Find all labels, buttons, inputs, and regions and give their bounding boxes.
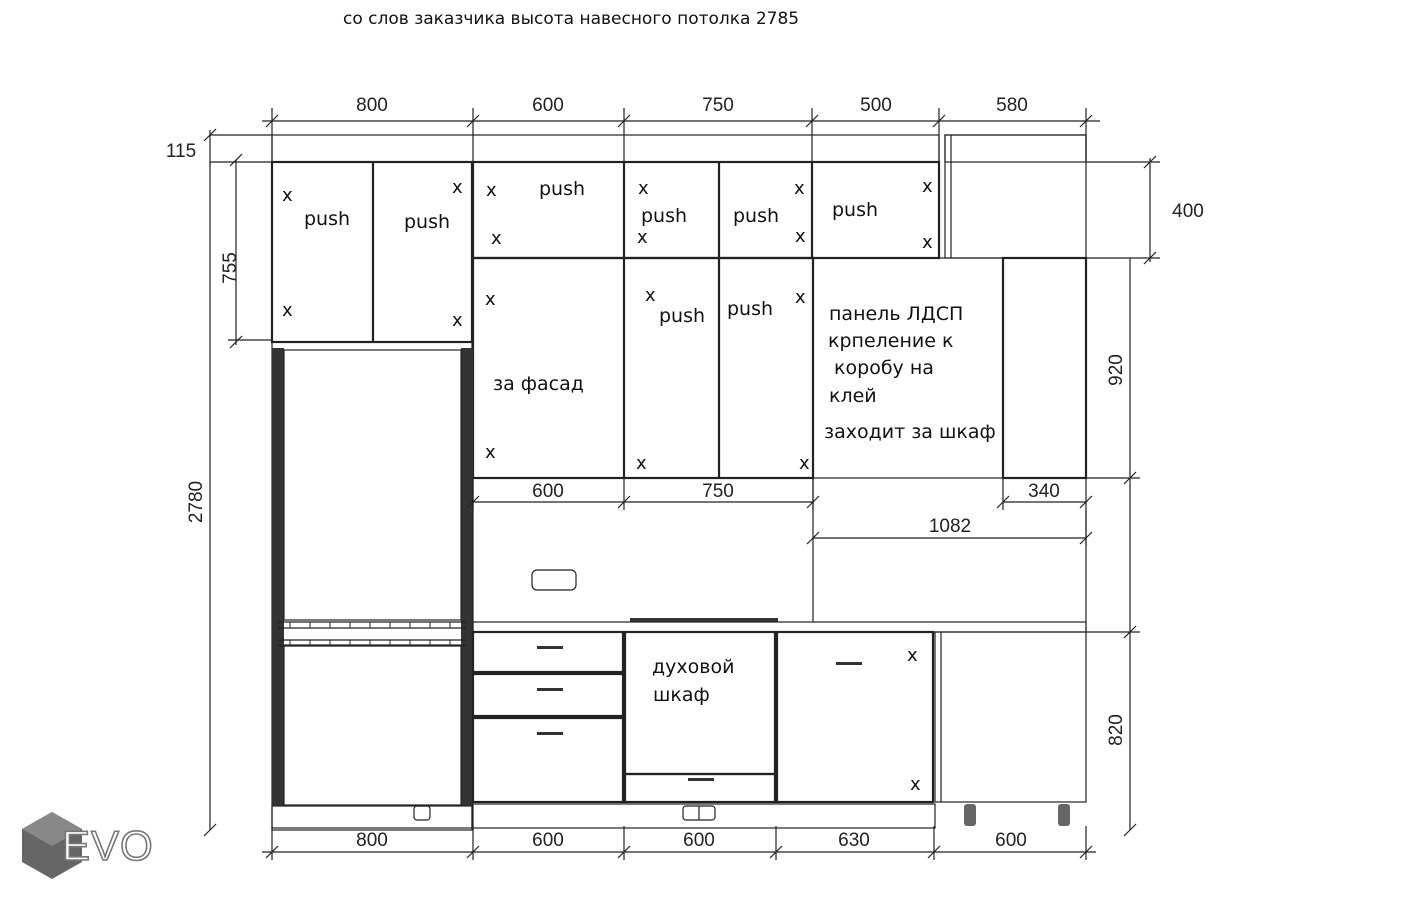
panel-note-line: коробу на	[828, 357, 934, 379]
top-cornice-right	[945, 135, 1086, 162]
push-label: push	[539, 178, 586, 200]
dim-820: 820	[1106, 714, 1127, 746]
x-mark: x	[638, 178, 649, 199]
top-dim-1: 800	[356, 95, 388, 116]
top-dim-4: 500	[860, 95, 892, 116]
x-mark: x	[795, 287, 806, 308]
top-cornice	[272, 135, 939, 162]
x-mark: x	[922, 232, 933, 253]
x-mark: x	[452, 310, 463, 331]
oven-label	[652, 656, 734, 706]
mid-dim-1082: 1082	[928, 516, 972, 537]
x-mark: x	[637, 227, 648, 248]
bottom-dim-1: 800	[356, 830, 388, 851]
x-mark: x	[645, 285, 656, 306]
left-dimensions	[166, 129, 272, 836]
top-dim-3: 750	[702, 95, 734, 116]
behind-facade-note: за фасад	[493, 373, 584, 395]
x-mark: x	[794, 178, 805, 199]
drawing-title: со слов заказчика высота навесного потолка 2785	[343, 9, 800, 29]
x-mark: x	[282, 185, 293, 206]
push-label: push	[304, 208, 351, 230]
mid-dim-750: 750	[702, 481, 734, 502]
x-marks	[282, 176, 933, 795]
countertop	[473, 622, 1086, 632]
push-labels	[304, 178, 878, 327]
push-label: push	[832, 199, 879, 221]
push-label: push	[404, 211, 451, 233]
bottom-dim-2: 600	[532, 830, 564, 851]
mid-dimensions	[467, 478, 1092, 546]
bottom-dim-4: 630	[838, 830, 870, 851]
push-label: push	[659, 305, 706, 327]
push-label: push	[733, 205, 780, 227]
panel-note	[824, 303, 996, 443]
x-mark: x	[795, 226, 806, 247]
panel-note-line: крпеление к	[828, 330, 954, 352]
top-dim-2: 600	[532, 95, 564, 116]
oven-label-line: духовой	[652, 656, 735, 678]
dim-400: 400	[1172, 201, 1204, 222]
x-mark: x	[636, 453, 647, 474]
panel-note-line: панель ЛДСП	[829, 303, 964, 325]
bottom-dim-3: 600	[683, 830, 715, 851]
panel-note-line: заходит за шкаф	[824, 421, 996, 443]
x-mark: x	[485, 442, 496, 463]
dim-2780: 2780	[186, 480, 207, 524]
dim-920: 920	[1106, 354, 1127, 386]
x-mark: x	[910, 774, 921, 795]
mid-dim-600: 600	[532, 481, 564, 502]
x-mark: x	[907, 645, 918, 666]
right-dimensions	[1086, 156, 1204, 836]
x-mark: x	[922, 176, 933, 197]
oven-label-line: шкаф	[653, 684, 710, 706]
top-dimension-line	[262, 95, 1100, 162]
x-mark: x	[486, 180, 497, 201]
panel-note-line: клей	[829, 385, 877, 407]
bottom-dimensions	[262, 826, 1096, 860]
x-mark: x	[491, 228, 502, 249]
x-mark: x	[282, 300, 293, 321]
push-label: push	[727, 298, 774, 320]
backsplash	[473, 478, 1086, 632]
dim-115: 115	[165, 141, 197, 162]
base-cabinets	[473, 632, 1086, 828]
mid-dim-340: 340	[1028, 481, 1060, 502]
tall-cabinet	[272, 342, 473, 830]
x-mark: x	[452, 177, 463, 198]
push-label: push	[641, 205, 688, 227]
evo-logo	[22, 812, 154, 879]
bottom-dim-5: 600	[995, 830, 1027, 851]
dim-755: 755	[220, 252, 241, 284]
top-dim-5: 580	[996, 95, 1028, 116]
x-mark: x	[799, 453, 810, 474]
x-mark: x	[485, 289, 496, 310]
logo-text: EVO	[62, 822, 154, 869]
